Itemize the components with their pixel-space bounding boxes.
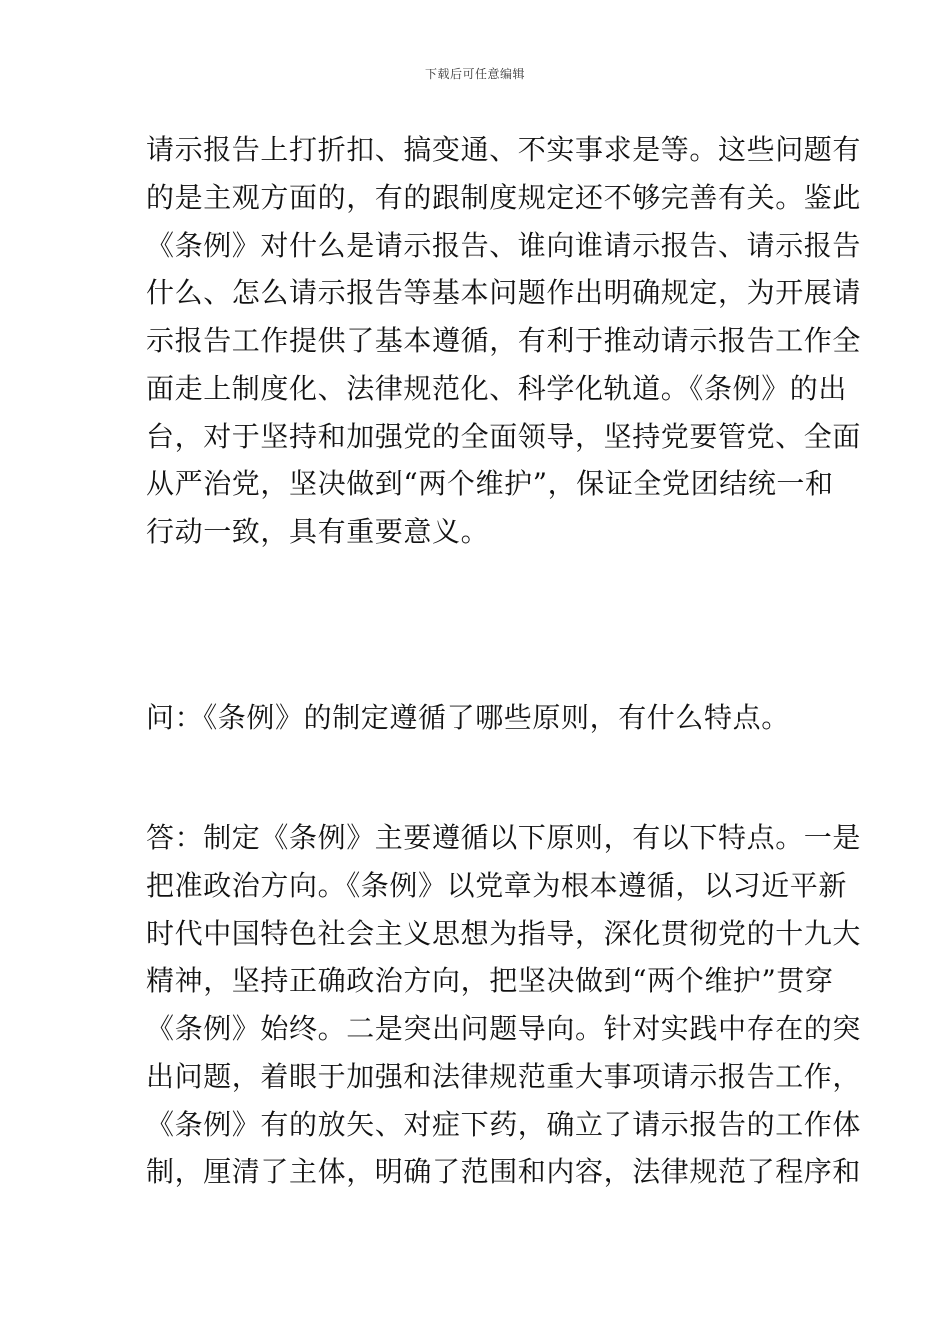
text-line: 精神，坚持正确政治方向，把坚决做到“两个维护”贯穿 [146, 964, 834, 997]
text-line: 的是主观方面的，有的跟制度规定还不够完善有关。鉴此 [146, 181, 862, 214]
text-line: 行动一致，具有重要意义。 [146, 515, 490, 548]
text-line: 台，对于坚持和加强党的全面领导，坚持党要管党、全面 [146, 420, 862, 453]
text-line: 制，厘清了主体，明确了范围和内容，法律规范了程序和 [146, 1155, 862, 1188]
text-line: 《条例》有的放矢、对症下药，确立了请示报告的工作体 [146, 1108, 862, 1141]
text-line: 答：制定《条例》主要遵循以下原则，有以下特点。一是 [146, 821, 862, 854]
question-heading: 问：《条例》的制定遵循了哪些原则，有什么特点。 [146, 701, 790, 734]
text-line: 什么、怎么请示报告等基本问题作出明确规定，为开展请 [146, 276, 862, 309]
text-line: 面走上制度化、法律规范化、科学化轨道。《条例》的出 [146, 372, 848, 405]
text-line: 《条例》始终。二是突出问题导向。针对实践中存在的突 [146, 1012, 862, 1045]
text-line: 出问题，着眼于加强和法律规范重大事项请示报告工作， [146, 1060, 862, 1093]
text-line: 时代中国特色社会主义思想为指导，深化贯彻党的十九大 [146, 917, 862, 950]
text-line: 示报告工作提供了基本遵循，有利于推动请示报告工作全 [146, 324, 862, 357]
text-line: 《条例》对什么是请示报告、谁向谁请示报告、请示报告 [146, 229, 862, 262]
text-line: 从严治党，坚决做到“两个维护”，保证全党团结统一和 [146, 467, 834, 500]
page-header: 下载后可任意编辑 [424, 67, 525, 81]
text-line: 把准政治方向。《条例》以党章为根本遵循，以习近平新 [146, 869, 848, 902]
text-line: 请示报告上打折扣、搞变通、不实事求是等。这些问题有 [146, 133, 862, 166]
